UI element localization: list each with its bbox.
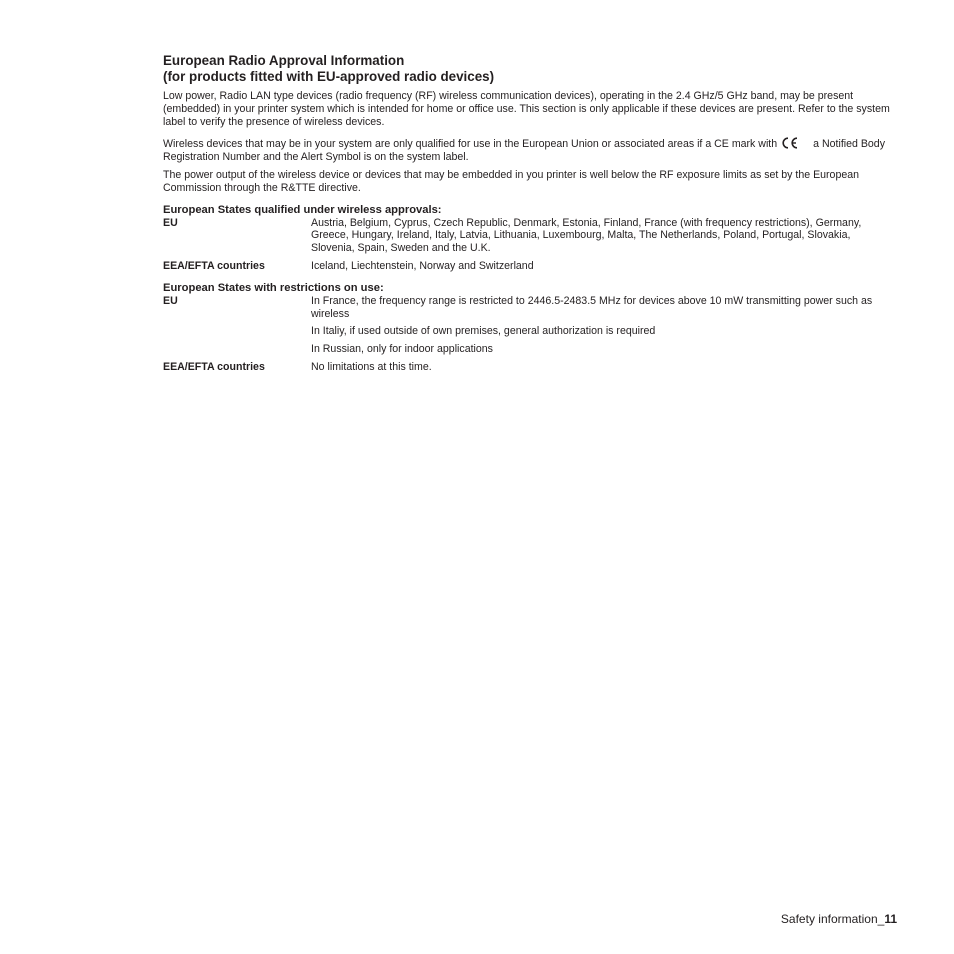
restricted-eu-values: [311, 295, 893, 356]
restricted-states-heading: European States with restrictions on use:: [163, 281, 384, 294]
section-title: [163, 53, 893, 84]
qualified-eea-label: EEA/EFTA countries: [163, 259, 265, 272]
qualified-states-heading: European States qualified under wireless approvals:: [163, 203, 442, 216]
qualified-eu-row: [163, 217, 893, 255]
ce-mark-paragraph: [163, 137, 893, 164]
ce-paragraph-text-before: Wireless devices that may be in your system are only qualified for use in the European Union or associated areas if a CE mark with: [163, 138, 778, 151]
restricted-eea-row: [163, 361, 893, 374]
qualified-eu-countries: Austria, Belgium, Cyprus, Czech Republic, Denmark, Estonia, Finland, France (with frequency restrictions), Germany, Greece, Hungary, Ireland, Italy, Latvia, Lithuania, Luxembourg, Malta, The Netherlands, Poland, Portugal, Slovakia, Slovenia, Spain, Sweden and the U.K.: [311, 216, 862, 255]
section-title-line1: European Radio Approval Information: [163, 53, 405, 68]
power-output-paragraph: The power output of the wireless device or devices that may be embedded in you printer is well below the RF exposure limits as set by the European Commission through the R&TTE directive.: [163, 168, 860, 194]
restriction-france: In France, the frequency range is restricted to 2446.5-2483.5 MHz for devices above 10 mW transmitting power such as wireless: [311, 294, 873, 320]
qualified-eu-label: EU: [163, 216, 178, 229]
restricted-eea-value: No limitations at this time.: [311, 360, 432, 373]
qualified-eea-countries: Iceland, Liechtenstein, Norway and Switzerland: [311, 259, 534, 272]
ce-paragraph-text-after: a Notified Body Registration Number and the Alert Symbol is on the system label.: [163, 138, 885, 164]
restricted-eea-label: EEA/EFTA countries: [163, 360, 265, 373]
footer-text: Safety information_: [780, 912, 885, 926]
restricted-eu-label: EU: [163, 294, 178, 307]
qualified-eea-row: [163, 260, 893, 273]
section-title-line2: (for products fitted with EU-approved radio devices): [163, 68, 495, 84]
page-number: 11: [884, 912, 897, 926]
restriction-italy: In Italiy, if used outside of own premises, general authorization is required: [311, 325, 656, 338]
document-body: [163, 53, 893, 374]
restricted-eu-row: [163, 295, 893, 356]
ce-mark-icon: [781, 137, 805, 149]
restriction-russia: In Russian, only for indoor applications: [311, 343, 493, 356]
intro-paragraph: Low power, Radio LAN type devices (radio frequency (RF) wireless communication devices), operating in the 2.4 GHz/5 GHz band, may be present (embedded) in your printer system which is intended for home or office use. This section is only applicable if these devices are present. Refer to the system label to verify the presence of wireless devices.: [163, 90, 890, 128]
page-footer: [781, 912, 897, 926]
